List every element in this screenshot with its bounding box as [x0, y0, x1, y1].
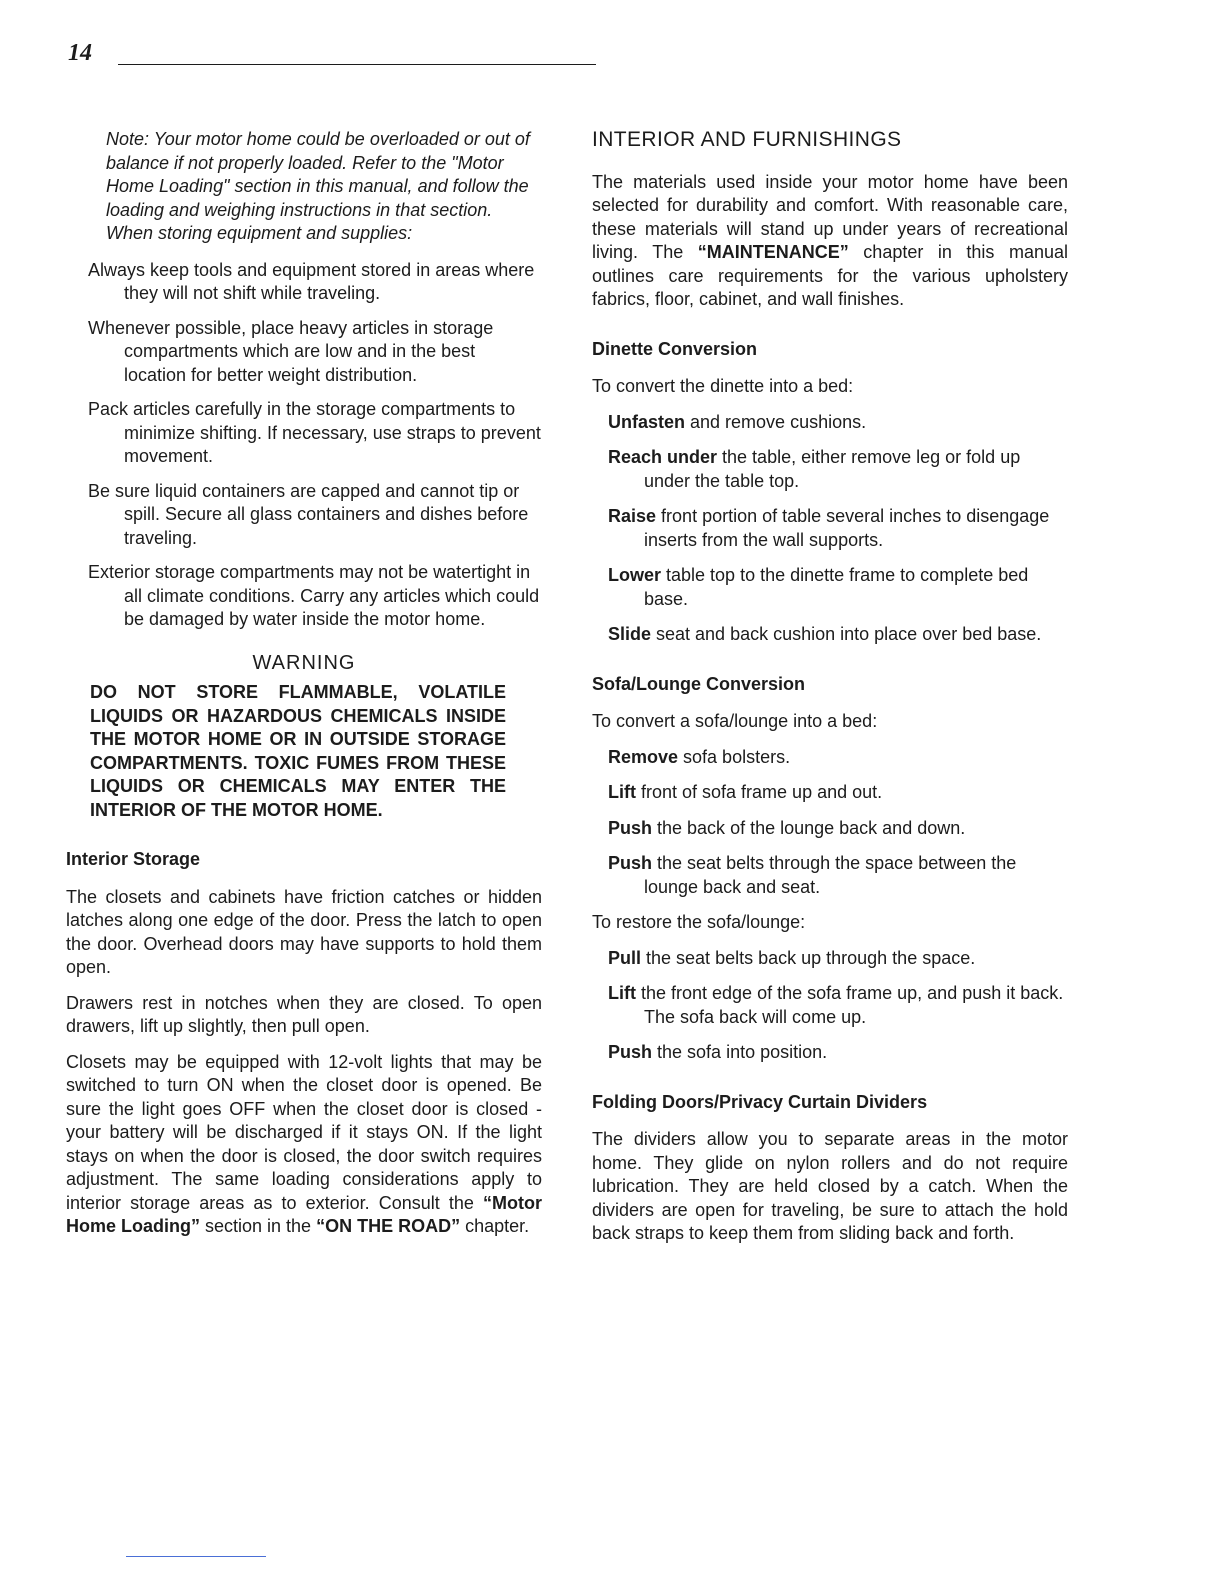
- step-verb: Push: [608, 853, 653, 873]
- maintenance-ref: “MAINTENANCE”: [697, 242, 849, 262]
- step-verb: Remove: [608, 746, 679, 767]
- step-verb: Reach under: [608, 447, 718, 467]
- step-text: the back of the lounge back and down.: [652, 817, 966, 838]
- dinette-step: [608, 564, 1068, 611]
- step-text: the front edge of the sofa frame up, and push it back. The sofa back will come up.: [635, 983, 1064, 1027]
- step-verb: Unfasten: [608, 411, 686, 432]
- warning-body: DO NOT STORE FLAMMABLE, VOLATILE LIQUIDS OR HAZARDOUS CHEMICALS INSIDE THE MOTOR HOME OR IN OUTSIDE STORAGE COMPARTMENTS. TOXIC FUMES FROM THESE LIQUIDS OR CHEMICALS MAY ENTER THE INTERIOR OF THE MOTOR HOME.: [90, 682, 506, 820]
- storage-tip: Pack articles carefully in the storage compartments to minimize shifting. If necessary, use straps to prevent movement.: [88, 399, 541, 466]
- step-verb: Lift: [608, 983, 636, 1003]
- dinette-step: [608, 623, 1068, 647]
- drawers-paragraph: Drawers rest in notches when they are closed. To open drawers, lift up slightly, then pull open.: [66, 992, 542, 1036]
- dinette-heading: Dinette Conversion: [592, 338, 758, 359]
- sofa-step: [608, 817, 1068, 841]
- step-verb: Push: [608, 1042, 653, 1062]
- step-text: the table, either remove leg or fold up under the table top.: [644, 447, 1021, 491]
- step-verb: Lower: [608, 565, 662, 585]
- step-text: the seat belts through the space between the lounge back and seat.: [644, 853, 1017, 897]
- sofa-step: [608, 852, 1068, 899]
- step-verb: Slide: [608, 624, 652, 644]
- dividers-heading: Folding Doors/Privacy Curtain Dividers: [592, 1091, 928, 1112]
- step-text: front of sofa frame up and out.: [635, 782, 883, 802]
- lights-paragraph: [66, 1051, 542, 1239]
- header-rule: [118, 64, 596, 65]
- sofa-restore-step: [608, 982, 1068, 1029]
- step-text: table top to the dinette frame to complete bed base.: [644, 565, 1029, 609]
- lights-end: chapter.: [460, 1216, 530, 1236]
- step-text: the sofa into position.: [652, 1042, 828, 1062]
- step-text: sofa bolsters.: [678, 746, 791, 767]
- step-verb: Raise: [608, 506, 657, 526]
- loading-note: Note: Your motor home could be overloaded or out of balance if not properly loaded. Refer to the "Motor Home Loading" section in this manual, and follow the loading and weighing instructions in that section. When storing equipment and supplies:: [106, 129, 530, 243]
- lights-text: Closets may be equipped with 12-volt lights that may be switched to turn ON when the closet door is opened. Be sure the light goes OFF when the closet door is closed - your battery will be discharged if it stays ON. If the light stays on when the door is closed, the door switch requires adjustment. The same loading considerations apply to interior storage areas as to exterior. Consult the: [66, 1051, 542, 1213]
- motor-home-loading-ref: “Motor Home Loading”: [66, 1192, 542, 1236]
- storage-tip: Exterior storage compartments may not be watertight in all climate conditions. Carry any articles which could be damaged by water inside the motor home.: [88, 562, 540, 629]
- interior-storage-heading: Interior Storage: [66, 849, 201, 869]
- right-column: [592, 128, 1068, 1258]
- sofa-step: [608, 781, 1068, 805]
- sofa-restore-step: [608, 947, 1068, 971]
- footer-rule: [126, 1556, 266, 1557]
- left-column: [66, 128, 542, 1251]
- storage-tip: Whenever possible, place heavy articles in storage compartments which are low and in the best location for better weight distribution.: [88, 317, 494, 385]
- materials-end: chapter in this manual outlines care requirements for the various upholstery fabrics, floor, cabinet, and wall finishes.: [592, 242, 1068, 309]
- storage-tip: Be sure liquid containers are capped and cannot tip or spill. Secure all glass containers and dishes before traveling.: [88, 480, 529, 548]
- dinette-intro: To convert the dinette into a bed:: [592, 376, 854, 396]
- step-text: seat and back cushion into place over bed base.: [651, 624, 1042, 644]
- step-text: the seat belts back up through the space.: [641, 947, 976, 968]
- warning-title: WARNING: [252, 651, 356, 674]
- materials-text: The materials used inside your motor home have been selected for durability and comfort. With reasonable care, these materials will stand up under years of recreational living. The: [592, 171, 1068, 262]
- on-the-road-ref: “ON THE ROAD”: [316, 1216, 461, 1236]
- step-text: and remove cushions.: [685, 411, 867, 432]
- lights-mid: section in the: [200, 1216, 317, 1236]
- interior-furnishings-heading: INTERIOR AND FURNISHINGS: [592, 128, 902, 151]
- closets-paragraph: The closets and cabinets have friction catches or hidden latches along one edge of the door. Press the latch to open the door. Overhead doors may have supports to hold them open.: [66, 886, 542, 977]
- dinette-step: [608, 446, 1068, 493]
- sofa-intro: To convert a sofa/lounge into a bed:: [592, 711, 878, 731]
- step-verb: Pull: [608, 947, 642, 968]
- step-verb: Push: [608, 817, 653, 838]
- storage-tip: Always keep tools and equipment stored in areas where they will not shift while traveling.: [88, 259, 535, 303]
- sofa-restore-intro: To restore the sofa/lounge:: [592, 912, 806, 932]
- dinette-step: [608, 505, 1068, 552]
- materials-paragraph: [592, 171, 1068, 312]
- step-text: front portion of table several inches to disengage inserts from the wall supports.: [644, 506, 1050, 550]
- dinette-step: [608, 411, 1068, 435]
- sofa-step: [608, 746, 1068, 770]
- dividers-paragraph: The dividers allow you to separate areas in the motor home. They glide on nylon rollers and do not require lubrication. They are held closed by a catch. When the dividers are open for traveling, be sure to attach the hold back straps to keep them from sliding back and forth.: [592, 1129, 1068, 1243]
- step-verb: Lift: [608, 782, 636, 802]
- page-number: 14: [68, 40, 92, 66]
- sofa-heading: Sofa/Lounge Conversion: [592, 673, 806, 694]
- sofa-restore-step: [608, 1041, 1068, 1065]
